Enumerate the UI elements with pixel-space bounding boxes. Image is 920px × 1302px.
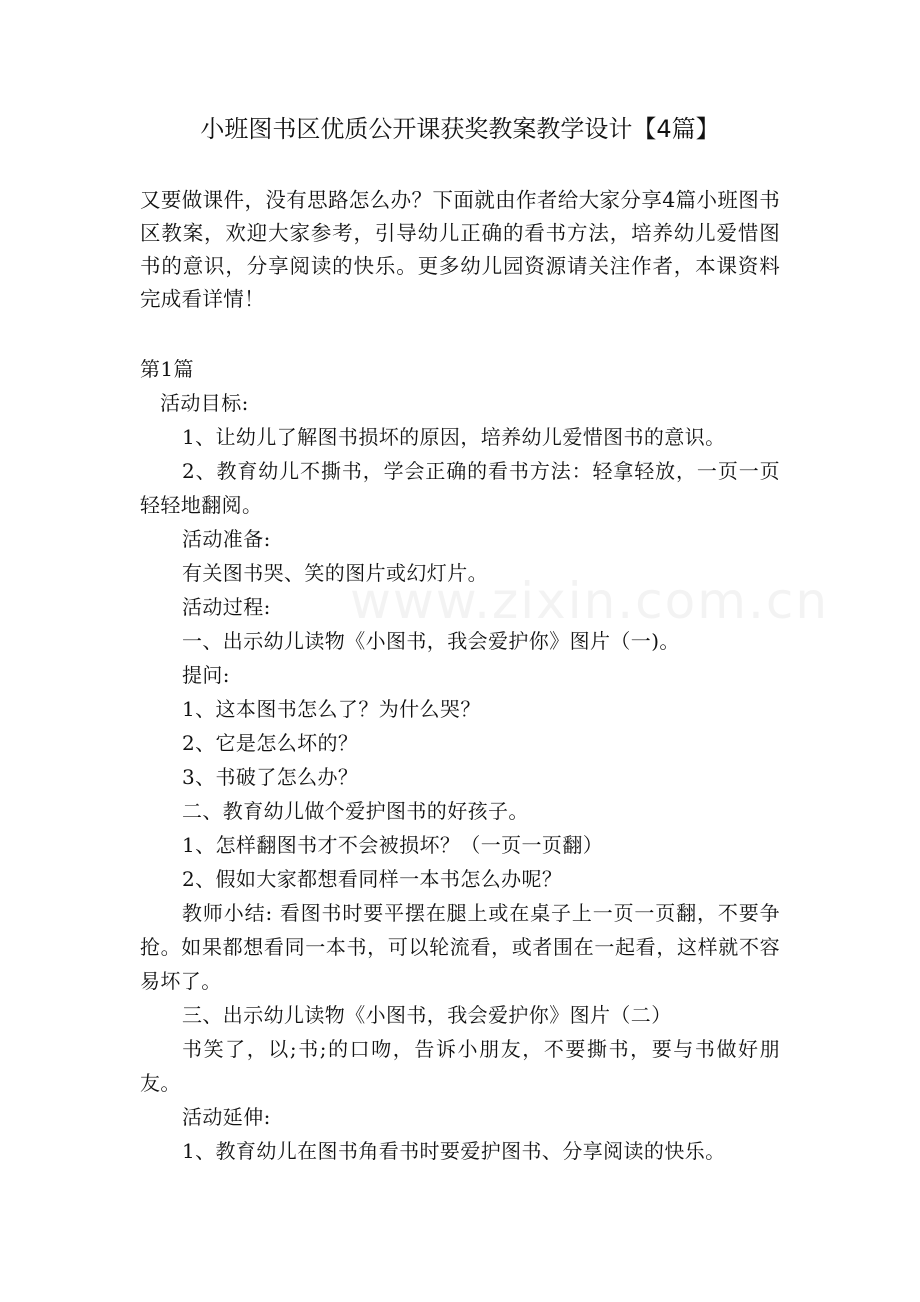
subheading-activity-extension: 活动延伸: xyxy=(182,1105,271,1129)
body-paragraph: 1、教育幼儿在图书角看书时要爱护图书、分享阅读的快乐。 xyxy=(182,1139,726,1163)
subheading-activity-process: 活动过程: xyxy=(182,595,271,619)
body-paragraph: 2、它是怎么坏的？ xyxy=(182,731,359,755)
subheading-activity-prep: 活动准备: xyxy=(182,527,271,551)
subheading-activity-goals: 活动目标: xyxy=(160,391,249,415)
document-body xyxy=(140,352,780,1168)
body-paragraph: 书笑了，以;书;的口吻，告诉小朋友，不要撕书，要与书做好朋友。 xyxy=(140,1037,780,1095)
body-paragraph: 二、教育幼儿做个爱护图书的好孩子。 xyxy=(182,799,529,823)
body-paragraph: 2、假如大家都想看同样一本书怎么办呢？ xyxy=(182,867,563,891)
watermark: www.zixin.com.cn xyxy=(350,572,830,630)
document-title: 小班图书区优质公开课获奖教案教学设计【4篇】 xyxy=(200,115,720,143)
section-heading: 第1篇 xyxy=(140,357,194,381)
intro-paragraph: 又要做课件，没有思路怎么办？下面就由作者给大家分享4篇小班图书区教案，欢迎大家参考，引导幼儿正确的看书方法，培养幼儿爱惜图书的意识，分享阅读的快乐。更多幼儿园资源请关注作者，本课资料完成看详情！ xyxy=(140,188,780,311)
body-paragraph: 1、怎样翻图书才不会被损坏？（一页一页翻） xyxy=(182,833,604,857)
body-paragraph: 提问: xyxy=(182,663,230,687)
body-paragraph: 3、书破了怎么办？ xyxy=(182,765,359,789)
body-paragraph: 1、这本图书怎么了？为什么哭？ xyxy=(182,697,481,721)
body-paragraph: 一、出示幼儿读物《小图书，我会爱护你》图片（一)。 xyxy=(182,629,680,653)
body-paragraph: 三、出示幼儿读物《小图书，我会爱护你》图片（二） xyxy=(182,1003,672,1027)
body-paragraph: 1、让幼儿了解图书损坏的原因，培养幼儿爱惜图书的意识。 xyxy=(182,425,726,449)
body-paragraph: 2、教育幼儿不撕书，学会正确的看书方法：轻拿轻放，一页一页轻轻地翻阅。 xyxy=(140,459,780,517)
body-paragraph: 教师小结: 看图书时要平摆在腿上或在桌子上一页一页翻，不要争抢。如果都想看同一本书，可以轮流看，或者围在一起看，这样就不容易坏了。 xyxy=(140,901,780,993)
body-paragraph: 有关图书哭、笑的图片或幻灯片。 xyxy=(182,561,488,585)
